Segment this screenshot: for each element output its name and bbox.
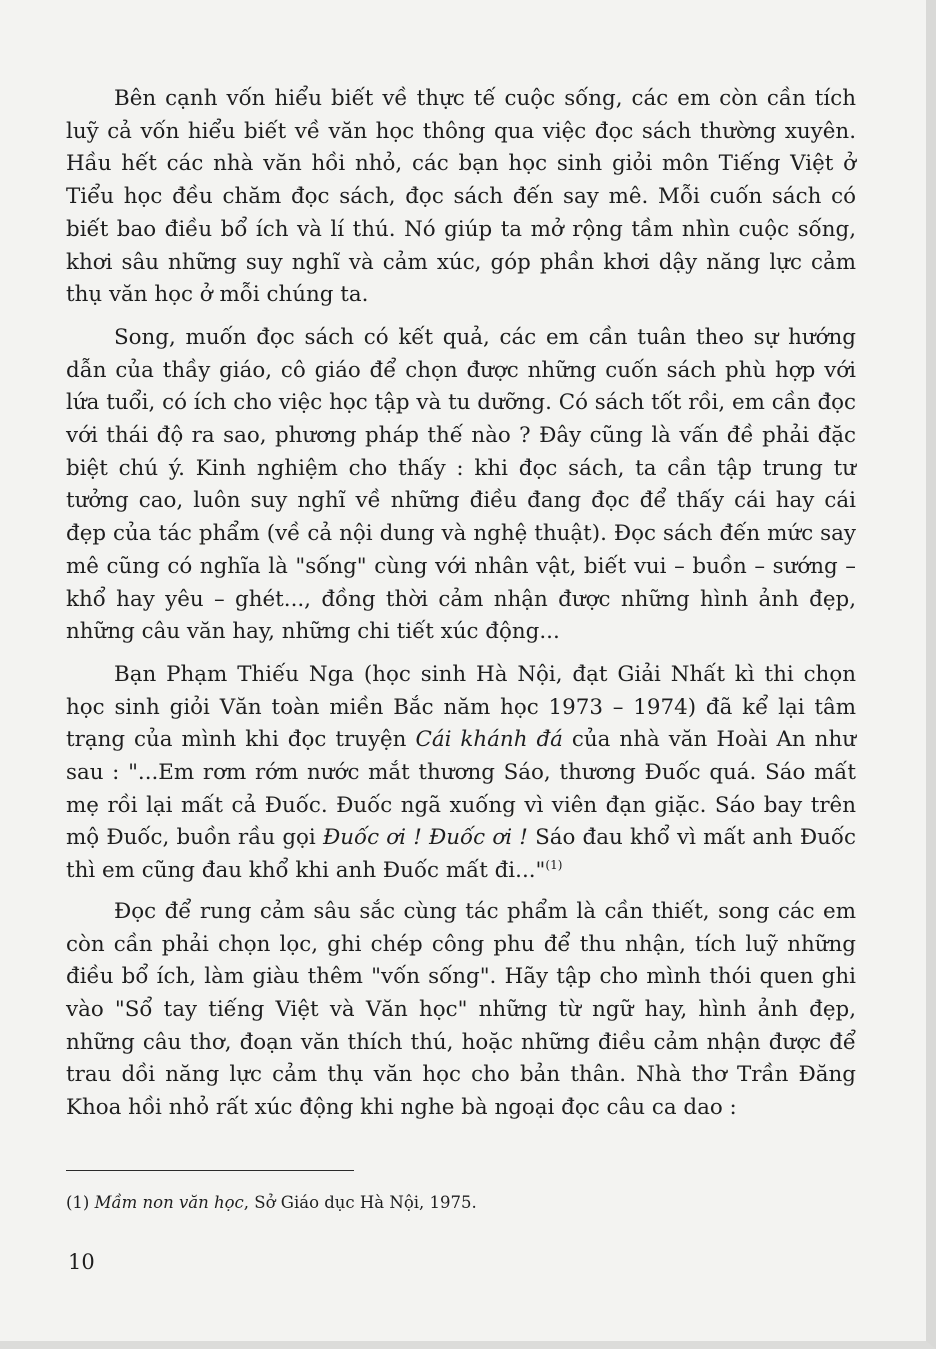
quoted-call: Đuốc ơi ! Đuốc ơi ! <box>322 825 528 851</box>
paragraph-3-text-b: của nhà văn Hoài An như sau : "...Em rơm rớm nước mắt thương Sáo, thương Đuốc quá. Sáo mất mẹ rồi lại mất cả Đuốc. Đuốc ngã xuống vì viên đạn giặc. Sáo bay trên mộ Đuốc, buồn rầu gọi <box>66 727 857 851</box>
footnote-source-title: Mầm non văn học <box>94 1193 244 1212</box>
story-title: Cái khánh đá <box>415 727 563 753</box>
footnote-source-details: , Sở Giáo dục Hà Nội, 1975. <box>243 1193 477 1212</box>
footnote <box>66 1192 856 1214</box>
paragraph-3-text-c: Sáo đau khổ vì mất anh Đuốc thì em cũng đau khổ khi anh Đuốc mất đi..." <box>66 825 856 884</box>
page-number: 10 <box>68 1250 95 1274</box>
paragraph-3 <box>66 659 856 888</box>
footnote-separator <box>66 1170 354 1171</box>
footnote-marker: (1) <box>66 1193 90 1212</box>
body-text <box>66 83 856 1131</box>
paragraph-4 <box>66 896 856 1125</box>
paragraph-1-text: Bên cạnh vốn hiểu biết về thực tế cuộc sống, các em còn cần tích luỹ cả vốn hiểu biết về văn học thông qua việc đọc sách thường xuyên. Hầu hết các nhà văn hồi nhỏ, các bạn học sinh giỏi môn Tiếng Việt ở Tiểu học đều chăm đọc sách, đọc sách đến say mê. Mỗi cuốn sách có biết bao điều bổ ích và lí thú. Nó giúp ta mở rộng tầm nhìn cuộc sống, khơi sâu những suy nghĩ và cảm xúc, góp phần khơi dậy năng lực cảm thụ văn học ở mỗi chúng ta. <box>66 86 856 308</box>
paragraph-2 <box>66 322 856 649</box>
paragraph-1 <box>66 83 856 312</box>
paragraph-4-text: Đọc để rung cảm sâu sắc cùng tác phẩm là cần thiết, song các em còn cần phải chọn lọc, ghi chép công phu để thu nhận, tích luỹ những điều bổ ích, làm giàu thêm "vốn sống". Hãy tập cho mình thói quen ghi vào "Sổ tay tiếng Việt và Văn học" những từ ngữ hay, hình ảnh đẹp, những câu thơ, đoạn văn thích thú, hoặc những điều cảm nhận được để trau dồi năng lực cảm thụ văn học cho bản thân. Nhà thơ Trần Đăng Khoa hồi nhỏ rất xúc động khi nghe bà ngoại đọc câu ca dao : <box>66 898 856 1121</box>
footnote-reference: (1) <box>545 858 563 873</box>
paragraph-2-text: Song, muốn đọc sách có kết quả, các em cần tuân theo sự hướng dẫn của thầy giáo, cô giáo để chọn được những cuốn sách phù hợp với lứa tuổi, có ích cho việc học tập và tu dưỡng. Có sách tốt rồi, em cần đọc với thái độ ra sao, phương pháp thế nào ? Đây cũng là vấn đề phải đặc biệt chú ý. Kinh nghiệm cho thấy : khi đọc sách, ta cần tập trung tư tưởng cao, luôn suy nghĩ về những điều đang đọc để thấy cái hay cái đẹp của tác phẩm (về cả nội dung và nghệ thuật). Đọc sách đến mức say mê cũng có nghĩa là "sống" cùng với nhân vật, biết vui – buồn – sướng – khổ hay yêu – ghét..., đồng thời cảm nhận được những hình ảnh đẹp, những câu văn hay, những chi tiết xúc động... <box>66 324 856 645</box>
paragraph-3-text-a: Bạn Phạm Thiếu Nga (học sinh Hà Nội, đạt Giải Nhất kì thi chọn học sinh giỏi Văn toàn miền Bắc năm học 1973 – 1974) đã kể lại tâm trạng của mình khi đọc truyện <box>66 661 856 753</box>
